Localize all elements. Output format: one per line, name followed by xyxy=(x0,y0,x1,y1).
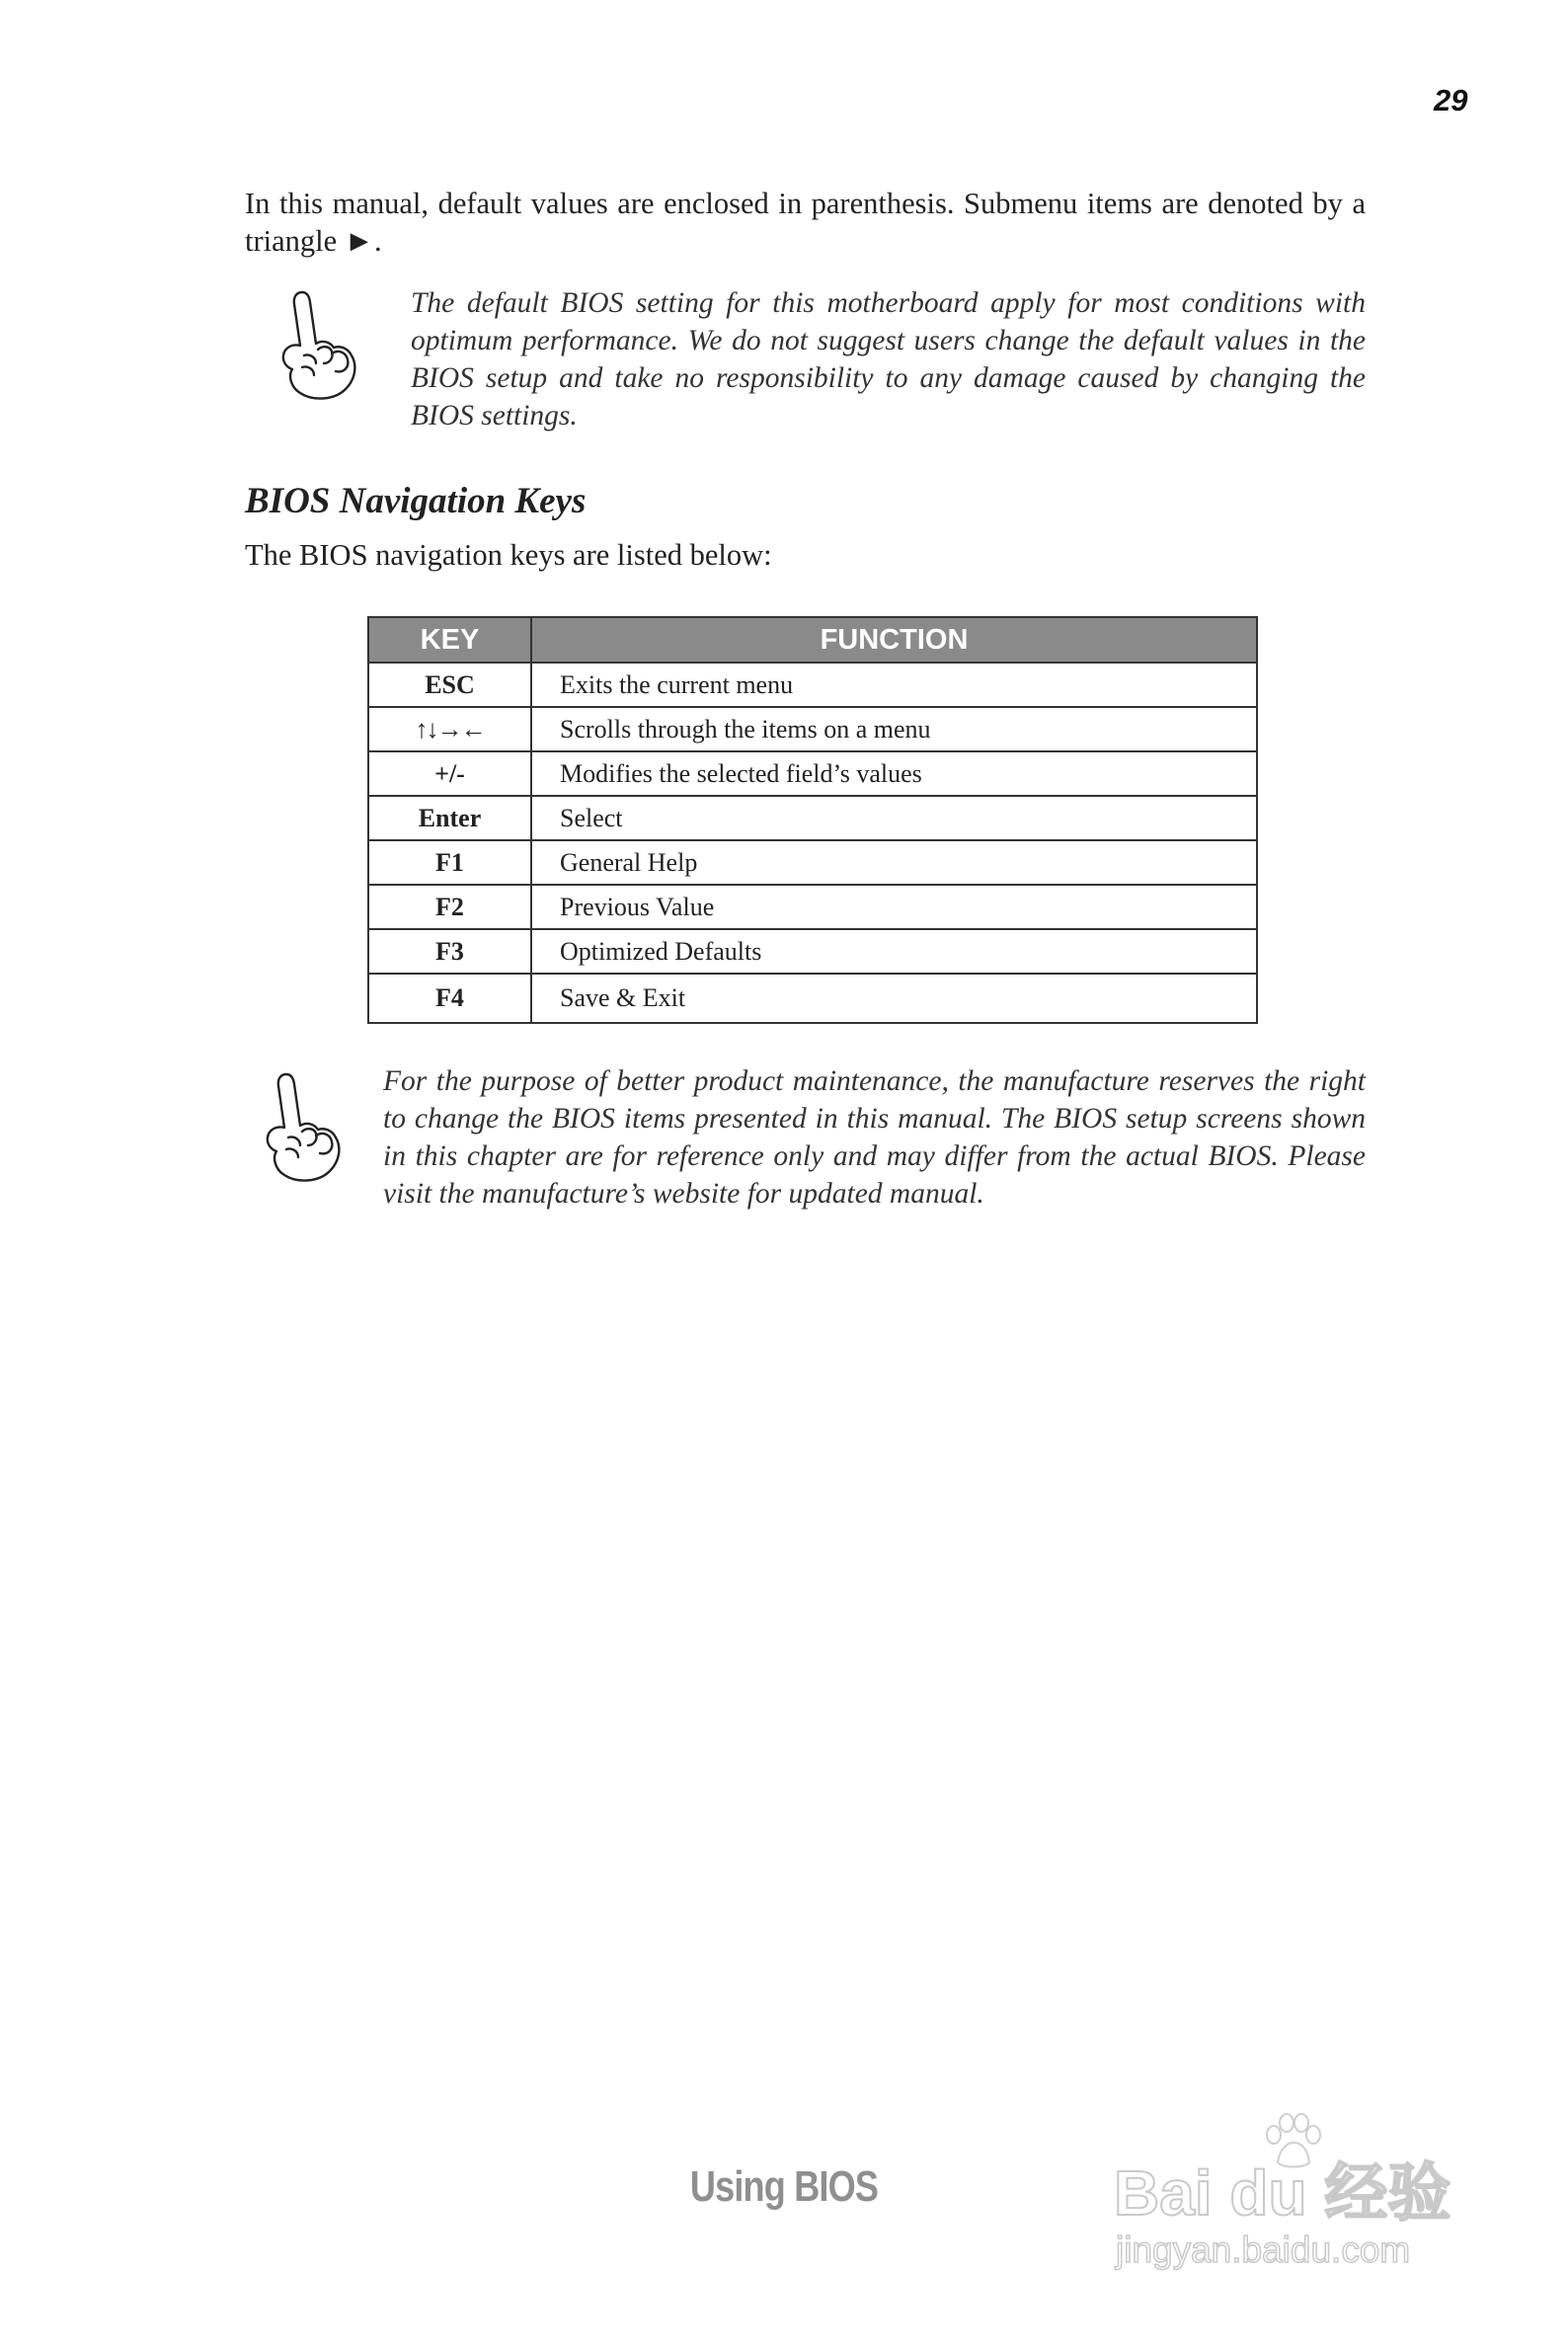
column-header-key: KEY xyxy=(368,617,531,663)
section-heading: BIOS Navigation Keys xyxy=(245,481,587,521)
pointing-hand-icon xyxy=(274,284,367,405)
table-row xyxy=(368,885,1257,929)
key-cell: ↑↓→← xyxy=(368,707,531,751)
table-row xyxy=(368,751,1257,796)
table-row xyxy=(368,840,1257,885)
function-cell: Optimized Defaults xyxy=(531,929,1257,974)
watermark-url: jingyan.baidu.com xyxy=(1116,2230,1411,2270)
function-cell: Modifies the selected field’s values xyxy=(531,751,1257,796)
watermark-logo: Bai du 经验 xyxy=(1114,2157,1451,2229)
function-cell: General Help xyxy=(531,840,1257,885)
intro-paragraph: In this manual, default values are enclosed in parenthesis. Submenu items are denoted by a triangle ►. xyxy=(245,187,1366,258)
key-cell: F3 xyxy=(368,929,531,974)
table-row xyxy=(368,974,1257,1023)
footer-title: Using BIOS xyxy=(689,2162,879,2211)
key-cell: F4 xyxy=(368,974,531,1023)
key-cell: Enter xyxy=(368,796,531,840)
table-row xyxy=(368,929,1257,974)
table-row xyxy=(368,707,1257,751)
function-cell: Select xyxy=(531,796,1257,840)
page-number: 29 xyxy=(1434,83,1468,118)
note-bios-changes: For the purpose of better product maintenance, the manufacture reserves the right to change the BIOS items presented in this manual. The BIOS setup screens shown in this chapter are for reference only and may differ from the actual BIOS. Please visit the manufacture’s website for updated manual. xyxy=(383,1065,1366,1210)
column-header-function: FUNCTION xyxy=(531,617,1257,663)
function-cell: Save & Exit xyxy=(531,974,1257,1023)
table-row xyxy=(368,796,1257,840)
section-intro: The BIOS navigation keys are listed below: xyxy=(245,538,772,572)
key-cell: F2 xyxy=(368,885,531,929)
function-cell: Exits the current menu xyxy=(531,663,1257,707)
pointing-hand-icon xyxy=(259,1066,352,1187)
key-cell: +/- xyxy=(368,751,531,796)
table-header-row xyxy=(368,617,1257,663)
function-cell: Scrolls through the items on a menu xyxy=(531,707,1257,751)
key-cell: F1 xyxy=(368,840,531,885)
table-row xyxy=(368,663,1257,707)
note-default-settings: The default BIOS setting for this motherboard apply for most conditions with optimum performance. We do not suggest users change the default values in the BIOS setup and take no responsibility to any damage caused by changing the BIOS settings. xyxy=(411,287,1366,431)
function-cell: Previous Value xyxy=(531,885,1257,929)
key-cell: ESC xyxy=(368,663,531,707)
baidu-watermark xyxy=(1114,2113,1469,2281)
navigation-keys-table xyxy=(367,616,1258,1024)
